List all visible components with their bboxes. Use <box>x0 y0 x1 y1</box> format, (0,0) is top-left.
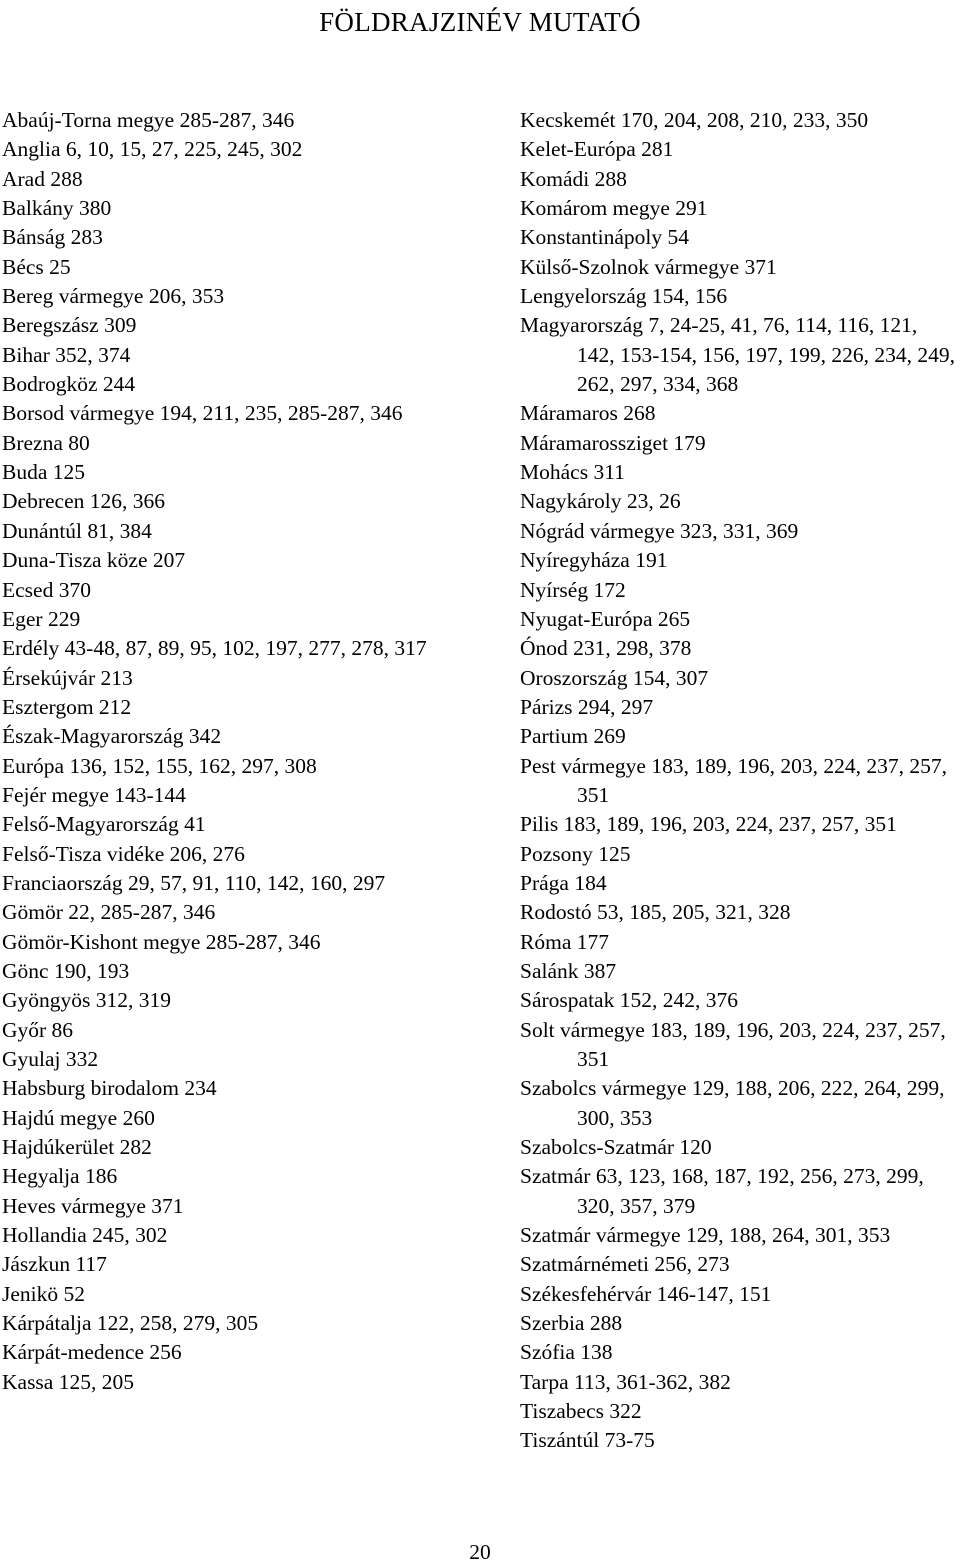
index-entry: Felső-Tisza vidéke 206, 276 <box>2 841 245 866</box>
index-entry: Felső-Magyarország 41 <box>2 812 206 837</box>
index-entry: Máramarossziget 179 <box>520 430 706 455</box>
index-entry: Gyulaj 332 <box>2 1047 99 1071</box>
index-entry: Nyugat-Európa 265 <box>520 606 691 631</box>
index-entry: Bodrogköz 244 <box>2 372 136 397</box>
index-entry: Habsburg birodalom 234 <box>2 1076 217 1101</box>
index-entry: Róma 177 <box>520 929 609 954</box>
index-entry: Konstantinápoly 54 <box>520 225 689 250</box>
index-entry: Ecsed 370 <box>2 577 91 602</box>
index-entry: Dunántúl 81, 384 <box>2 518 152 543</box>
index-entry: Lengyelország 154, 156 <box>520 284 728 309</box>
index-entry: Szatmárnémeti 256, 273 <box>520 1252 730 1277</box>
index-entry: Szatmár vármegye 129, 188, 264, 301, 353 <box>520 1223 891 1248</box>
index-entry: Sárospatak 152, 242, 376 <box>520 988 738 1013</box>
index-entry: Párizs 294, 297 <box>520 694 654 719</box>
index-entry: Szabolcs-Szatmár 120 <box>520 1135 712 1160</box>
index-entry: Buda 125 <box>2 460 86 485</box>
index-entry: Prága 184 <box>520 870 607 895</box>
index-entry: Nyíregyháza 191 <box>520 548 668 573</box>
index-entry: Kárpát-medence 256 <box>2 1340 182 1365</box>
index-entry: Magyarország 7, 24-25, 41, 76, 114, 116, 121, 142, 153-154, 156, 197, 199, 226, 234, 249, 262, 297, 334, 368 <box>520 313 956 397</box>
index-entry: Jenikö 52 <box>2 1281 86 1306</box>
index-entry: Szerbia 288 <box>520 1311 623 1336</box>
index-column-right <box>520 106 960 1456</box>
index-entry: Debrecen 126, 366 <box>2 489 165 514</box>
index-entry: Hollandia 245, 302 <box>2 1223 168 1248</box>
index-entry: Jászkun 117 <box>2 1252 107 1277</box>
index-entry: Kecskemét 170, 204, 208, 210, 233, 350 <box>520 108 869 132</box>
index-entry: Salánk 387 <box>520 958 617 983</box>
index-entry: Brezna 80 <box>2 430 90 455</box>
index-entry: Balkány 380 <box>2 196 112 221</box>
index-entry: Gyöngyös 312, 319 <box>2 988 172 1013</box>
index-entry: Abaúj-Torna megye 285-287, 346 <box>2 108 295 132</box>
index-entry: Máramaros 268 <box>520 401 656 426</box>
index-entry: Pozsony 125 <box>520 841 631 866</box>
index-entry: Kassa 125, 205 <box>2 1369 134 1394</box>
index-entry: Nyírség 172 <box>520 577 626 602</box>
index-entry: Ónod 231, 298, 378 <box>520 636 692 661</box>
index-entry: Tarpa 113, 361-362, 382 <box>520 1369 731 1394</box>
index-entry: Érsekújvár 213 <box>2 665 133 690</box>
index-entry: Hajdú megye 260 <box>2 1105 155 1130</box>
index-entry: Nagykároly 23, 26 <box>520 489 681 514</box>
index-entry: Heves vármegye 371 <box>2 1193 184 1218</box>
index-entry: Kárpátalja 122, 258, 279, 305 <box>2 1311 259 1336</box>
index-entry: Gömör 22, 285-287, 346 <box>2 900 216 925</box>
index-entry: Székesfehérvár 146-147, 151 <box>520 1281 772 1306</box>
index-entry: Gömör-Kishont megye 285-287, 346 <box>2 929 321 954</box>
page-number: 20 <box>469 1540 491 1564</box>
index-column-left <box>2 106 507 1397</box>
index-entry: Hajdúkerület 282 <box>2 1135 152 1160</box>
index-entry: Tiszántúl 73-75 <box>520 1428 655 1453</box>
index-entry: Beregszász 309 <box>2 313 137 338</box>
index-entry: Szatmár 63, 123, 168, 187, 192, 256, 273, 299, 320, 357, 379 <box>520 1164 924 1218</box>
index-entry: Európa 136, 152, 155, 162, 297, 308 <box>2 753 317 778</box>
index-entry: Bánság 283 <box>2 225 103 250</box>
index-entry: Szabolcs vármegye 129, 188, 206, 222, 264, 299, 300, 353 <box>520 1076 945 1130</box>
index-entry: Franciaország 29, 57, 91, 110, 142, 160, 297 <box>2 870 386 895</box>
index-entry: Anglia 6, 10, 15, 27, 225, 245, 302 <box>2 137 303 162</box>
index-entry: Kelet-Európa 281 <box>520 137 674 162</box>
index-entry: Fejér megye 143-144 <box>2 782 186 807</box>
index-entry: Nógrád vármegye 323, 331, 369 <box>520 518 799 543</box>
index-entry: Tiszabecs 322 <box>520 1399 642 1424</box>
index-entry: Külső-Szolnok vármegye 371 <box>520 254 777 279</box>
index-entry: Bécs 25 <box>2 254 71 279</box>
index-entry: Partium 269 <box>520 724 626 749</box>
index-entry: Szófia 138 <box>520 1340 613 1365</box>
index-entry: Bihar 352, 374 <box>2 342 131 367</box>
index-entry: Gönc 190, 193 <box>2 958 130 983</box>
index-entry: Pest vármegye 183, 189, 196, 203, 224, 237, 257, 351 <box>520 753 947 807</box>
index-entry: Mohács 311 <box>520 460 625 485</box>
index-entry: Solt vármegye 183, 189, 196, 203, 224, 237, 257, 351 <box>520 1017 946 1071</box>
page-title: FÖLDRAJZINÉV MUTATÓ <box>319 7 641 37</box>
index-entry: Oroszország 154, 307 <box>520 665 709 690</box>
index-entry: Eger 229 <box>2 606 81 631</box>
index-entry: Rodostó 53, 185, 205, 321, 328 <box>520 900 791 925</box>
index-entry: Bereg vármegye 206, 353 <box>2 284 225 309</box>
index-entry: Komárom megye 291 <box>520 196 708 221</box>
index-entry: Arad 288 <box>2 166 83 191</box>
index-entry: Pilis 183, 189, 196, 203, 224, 237, 257, 351 <box>520 812 897 837</box>
index-entry: Erdély 43-48, 87, 89, 95, 102, 197, 277, 278, 317 <box>2 636 427 661</box>
index-entry: Borsod vármegye 194, 211, 235, 285-287, 346 <box>2 401 403 426</box>
index-entry: Komádi 288 <box>520 166 627 191</box>
index-entry: Duna-Tisza köze 207 <box>2 548 186 573</box>
index-entry: Észak-Magyarország 342 <box>2 724 222 749</box>
index-entry: Hegyalja 186 <box>2 1164 118 1189</box>
index-entry: Esztergom 212 <box>2 694 132 719</box>
index-entry: Győr 86 <box>2 1017 74 1042</box>
